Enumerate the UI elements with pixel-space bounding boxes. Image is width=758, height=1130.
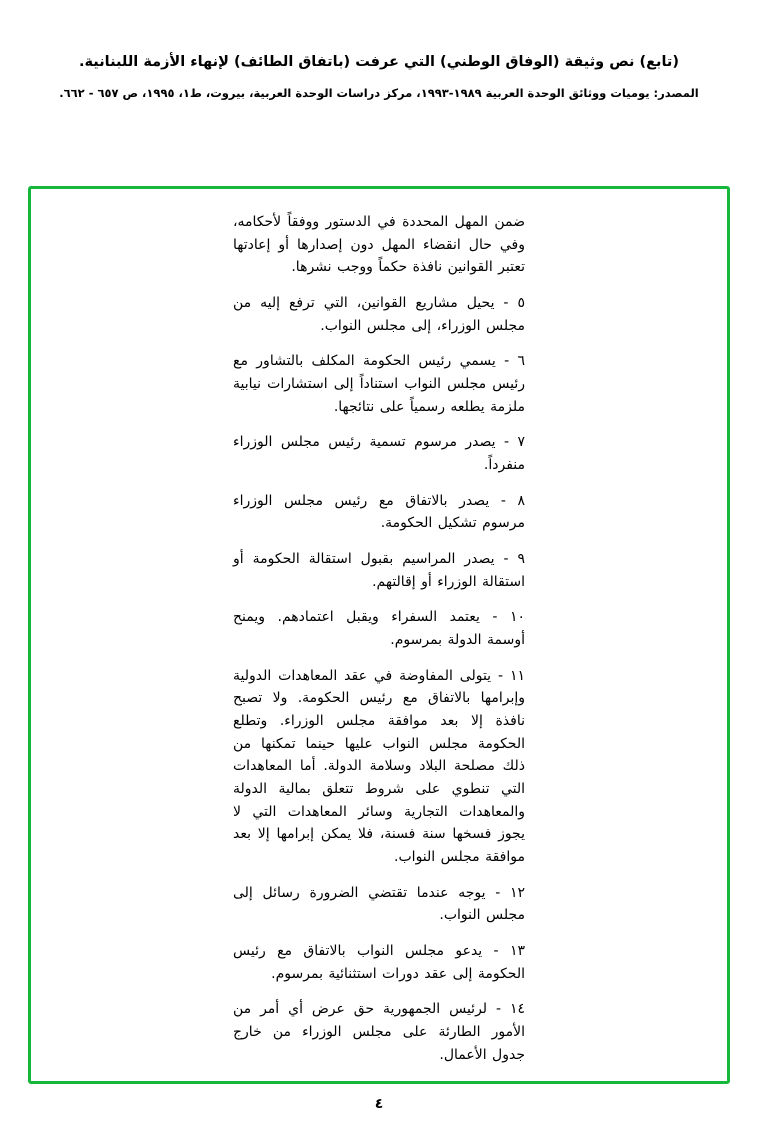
- paragraph: ١٤ - لرئيس الجمهورية حق عرض أي أمر من الأمور الطارئة على مجلس الوزراء من خارج جدول الأعمال.: [233, 1001, 525, 1063]
- paragraph: ضمن المهل المحددة في الدستور ووفقاً لأحكامه، وفي حال انقضاء المهل دون إصدارها أو إعادتها تعتبر القوانين نافذة حكماً ووجب نشرها.: [233, 214, 525, 276]
- source-citation: المصدر: يوميات ووثائق الوحدة العربية ١٩٨٩-١٩٩٣، مركز دراسات الوحدة العربية، بيروت، ط١، ١٩٩٥، ص ٦٥٧ - ٦٦٢.: [59, 85, 699, 100]
- document-page: [0, 52, 758, 1130]
- paragraph: ١٢ - يوجه عندما تقتضي الضرورة رسائل إلى مجلس النواب.: [233, 884, 525, 924]
- paragraph: ٧ - يصدر مرسوم تسمية رئيس مجلس الوزراء منفرداً.: [233, 434, 525, 474]
- content-frame: [28, 186, 730, 1084]
- paragraph: ١٣ - يدعو مجلس النواب بالاتفاق مع رئيس الحكومة إلى عقد دورات استثنائية بمرسوم.: [233, 943, 525, 982]
- paragraph: ١١ - يتولى المفاوضة في عقد المعاهدات الدولية وإبرامها بالاتفاق مع رئيس الحكومة. ولا تصبح نافذة إلا بعد موافقة مجلس الوزراء. وتطلع الحكومة مجلس النواب عليها حينما تمكنها من ذلك مصلحة البلاد وسلامة الدولة. أما المعاهدات التي تنطوي على شروط تتعلق بمالية الدولة والمعاهدات التجارية وسائر المعاهدات التي لا يجوز فسخها سنة فسنة، فلا يمكن إبرامها إلا بعد موافقة مجلس النواب.: [233, 667, 525, 866]
- paragraph: ٦ - يسمي رئيس الحكومة المكلف بالتشاور مع رئيس مجلس النواب استناداً إلى استشارات نيابية ملزمة يطلعه رسمياً على نتائجها.: [233, 353, 525, 415]
- paragraph: ٨ - يصدر بالاتفاق مع رئيس مجلس الوزراء مرسوم تشكيل الحكومة.: [233, 492, 525, 532]
- page-number: ٤: [374, 1096, 384, 1112]
- paragraph: ١٠ - يعتمد السفراء ويقبل اعتمادهم. ويمنح أوسمة الدولة بمرسوم.: [233, 609, 525, 649]
- page-title: (تابع) نص وثيقة (الوفاق الوطني) التي عرفت (باتفاق الطائف) لإنهاء الأزمة اللبنانية.: [78, 54, 679, 70]
- content-frame-inner: [31, 189, 727, 1081]
- paragraph: ٩ - يصدر المراسيم بقبول استقالة الحكومة أو استقالة الوزراء أو إقالتهم.: [233, 551, 525, 590]
- paragraph: ٥ - يحيل مشاريع القوانين، التي ترفع إليه من مجلس الوزراء، إلى مجلس النواب.: [233, 295, 525, 334]
- body-text-column: [233, 211, 525, 1067]
